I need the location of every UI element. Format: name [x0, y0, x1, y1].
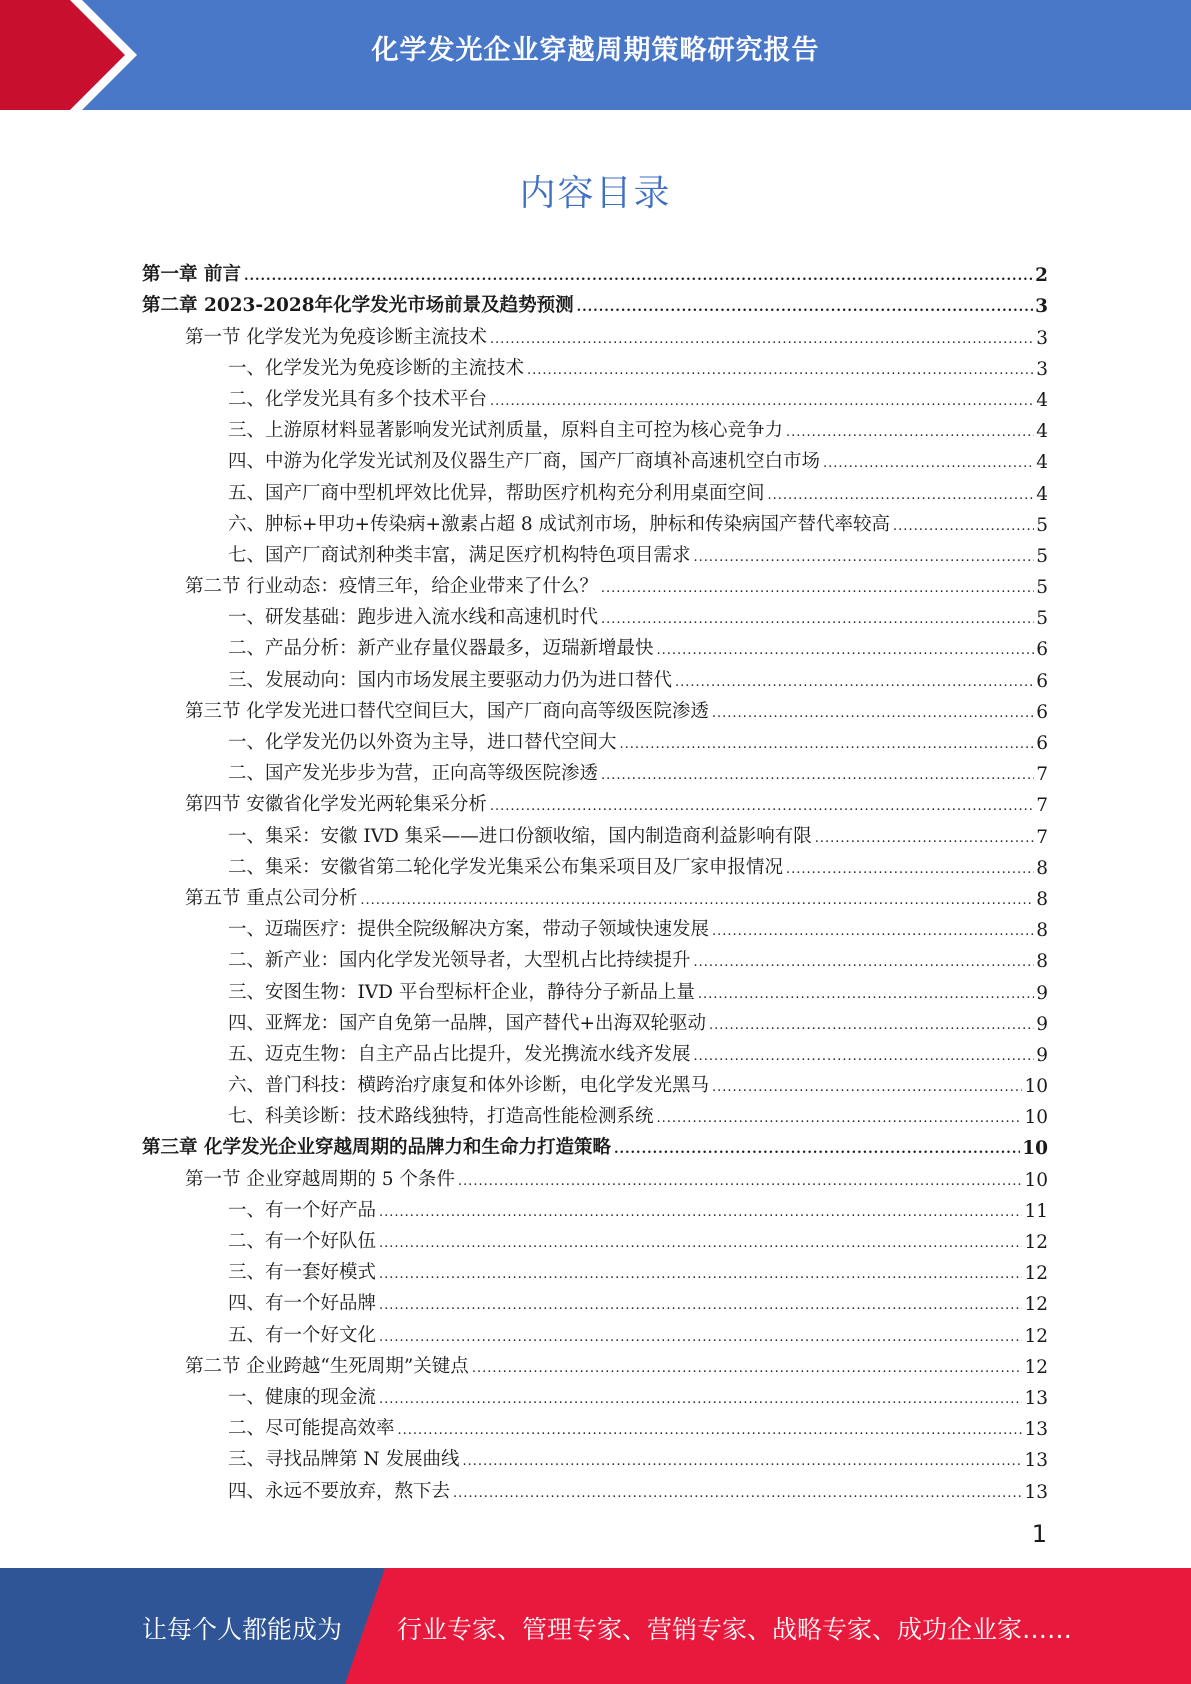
- toc-entry-page: 7: [1036, 795, 1048, 817]
- toc-dot-leader: [490, 330, 1034, 349]
- toc-dot-leader: [712, 704, 1034, 723]
- report-header: [0, 0, 1191, 110]
- toc-entry[interactable]: [142, 692, 1048, 723]
- toc-entry-page: 13: [1024, 1450, 1048, 1472]
- toc-entry[interactable]: [142, 1191, 1048, 1222]
- toc-entry[interactable]: [142, 723, 1048, 754]
- toc-dot-leader: [601, 766, 1034, 785]
- toc-entry[interactable]: [142, 1066, 1048, 1097]
- table-of-contents: [142, 255, 1048, 1503]
- toc-entry[interactable]: [142, 1284, 1048, 1315]
- toc-entry-label: 五、国产厂商中型机坪效比优异，帮助医疗机构充分利用桌面空间: [228, 482, 765, 504]
- toc-dot-leader: [709, 1016, 1034, 1035]
- toc-entry-label: 第二章 2023-2028年化学发光市场前景及趋势预测: [142, 295, 574, 317]
- toc-dot-leader: [379, 1328, 1022, 1347]
- toc-entry-label: 四、有一个好品牌: [228, 1293, 377, 1315]
- toc-entry[interactable]: [142, 1253, 1048, 1284]
- toc-entry[interactable]: [142, 1128, 1048, 1159]
- toc-dot-leader: [694, 1047, 1035, 1066]
- toc-entry-page: 12: [1024, 1232, 1048, 1253]
- toc-entry[interactable]: [142, 754, 1048, 785]
- toc-entry-label: 二、集采：安徽省第二轮化学发光集采公布集采项目及厂家申报情况: [228, 856, 784, 878]
- toc-entry-label: 三、安图生物：IVD 平台型标杆企业，静待分子新品上量: [228, 981, 695, 1003]
- toc-dot-leader: [786, 860, 1034, 879]
- toc-dot-leader: [379, 1296, 1022, 1315]
- toc-dot-leader: [675, 673, 1034, 692]
- toc-entry[interactable]: [142, 567, 1048, 598]
- toc-entry-page: 3: [1036, 358, 1048, 380]
- toc-entry-page: 8: [1036, 857, 1048, 879]
- toc-entry-page: 9: [1036, 1044, 1048, 1066]
- toc-entry[interactable]: [142, 785, 1048, 816]
- toc-entry[interactable]: [142, 660, 1048, 691]
- toc-entry-label: 七、科美诊断：技术路线独特，打造高性能检测系统: [228, 1106, 654, 1128]
- toc-dot-leader: [620, 735, 1035, 754]
- toc-dot-leader: [712, 922, 1034, 941]
- toc-entry[interactable]: [142, 255, 1048, 286]
- toc-dot-leader: [657, 641, 1035, 660]
- toc-entry[interactable]: [142, 473, 1048, 504]
- toc-entry-label: 一、研发基础：跑步进入流水线和高速机时代: [228, 607, 599, 629]
- toc-entry-page: 7: [1036, 764, 1048, 786]
- toc-dot-leader: [379, 1390, 1022, 1409]
- toc-dot-leader: [768, 486, 1035, 505]
- toc-dot-leader: [601, 579, 1034, 598]
- toc-entry[interactable]: [142, 1315, 1048, 1346]
- toc-dot-leader: [453, 1484, 1022, 1503]
- toc-entry-label: 四、永远不要放弃，熬下去: [228, 1480, 451, 1502]
- footer-slogan-right: 行业专家、管理专家、营销专家、战略专家、成功企业家……: [397, 1615, 1073, 1644]
- toc-entry-page: 13: [1024, 1387, 1048, 1409]
- toc-dot-leader: [379, 1265, 1022, 1284]
- toc-entry-page: 5: [1036, 577, 1048, 599]
- toc-entry[interactable]: [142, 848, 1048, 879]
- toc-dot-leader: [698, 985, 1034, 1004]
- toc-heading: 内容目录: [519, 173, 672, 214]
- toc-entry-page: 12: [1024, 1356, 1048, 1378]
- toc-entry-page: 2: [1035, 265, 1048, 287]
- toc-entry-page: 5: [1036, 608, 1048, 630]
- toc-entry[interactable]: [142, 1471, 1048, 1502]
- toc-entry-label: 五、有一个好文化: [228, 1324, 377, 1346]
- toc-entry-label: 六、普门科技：横跨治疗康复和体外诊断，电化学发光黑马: [228, 1075, 710, 1097]
- toc-entry[interactable]: [142, 1159, 1048, 1190]
- toc-dot-leader: [360, 891, 1034, 910]
- toc-entry-label: 一、集采：安徽 IVD 集采——进口份额收缩，国内制造商利益影响有限: [228, 825, 812, 847]
- toc-entry-page: 4: [1036, 421, 1048, 443]
- report-title: 化学发光企业穿越周期策略研究报告: [371, 35, 820, 66]
- toc-entry[interactable]: [142, 442, 1048, 473]
- toc-entry-label: 第三章 化学发光企业穿越周期的品牌力和生命力打造策略: [142, 1137, 611, 1159]
- toc-entry-label: 一、有一个好产品: [228, 1199, 377, 1221]
- toc-entry-label: 第二节 行业动态：疫情三年，给企业带来了什么？: [185, 576, 598, 598]
- toc-entry-page: 8: [1036, 888, 1048, 910]
- toc-dot-leader: [244, 267, 1033, 286]
- toc-entry-page: 8: [1036, 920, 1048, 942]
- toc-entry-label: 七、国产厂商试剂种类丰富，满足医疗机构特色项目需求: [228, 544, 691, 566]
- toc-entry-page: 6: [1036, 670, 1048, 692]
- footer-banner: [0, 1568, 1191, 1684]
- toc-entry-page: 7: [1036, 826, 1048, 848]
- toc-entry[interactable]: [142, 910, 1048, 941]
- toc-entry-page: 6: [1036, 639, 1048, 661]
- toc-entry-label: 第一章 前言: [142, 264, 241, 286]
- toc-dot-leader: [694, 953, 1035, 972]
- toc-entry-label: 二、化学发光具有多个技术平台: [228, 388, 488, 410]
- toc-dot-leader: [823, 454, 1034, 473]
- toc-entry-page: 10: [1024, 1107, 1048, 1129]
- toc-entry-page: 5: [1036, 514, 1048, 536]
- toc-dot-leader: [694, 548, 1035, 567]
- toc-dot-leader: [657, 1109, 1023, 1128]
- toc-entry-page: 4: [1036, 389, 1048, 411]
- page-number: 1: [1031, 1520, 1047, 1548]
- toc-dot-leader: [490, 797, 1034, 816]
- toc-dot-leader: [398, 1421, 1023, 1440]
- toc-entry[interactable]: [142, 941, 1048, 972]
- toc-entry[interactable]: [142, 349, 1048, 380]
- toc-entry-label: 二、有一个好队伍: [228, 1231, 377, 1252]
- toc-entry-label: 二、尽可能提高效率: [228, 1418, 395, 1440]
- toc-entry-page: 10: [1022, 1138, 1048, 1160]
- toc-entry-label: 四、中游为化学发光试剂及仪器生产厂商，国产厂商填补高速机空白市场: [228, 451, 821, 473]
- toc-entry[interactable]: [142, 598, 1048, 629]
- toc-entry-page: 6: [1036, 733, 1048, 754]
- toc-entry[interactable]: [142, 1004, 1048, 1035]
- toc-entry-label: 第一节 企业穿越周期的 5 个条件: [185, 1168, 455, 1190]
- toc-entry[interactable]: [142, 1097, 1048, 1128]
- toc-entry-page: 9: [1036, 1013, 1048, 1035]
- toc-entry-page: 6: [1036, 701, 1048, 723]
- toc-entry[interactable]: [142, 411, 1048, 442]
- toc-entry-label: 三、发展动向：国内市场发展主要驱动力仍为进口替代: [228, 669, 673, 691]
- toc-entry-label: 第五节 重点公司分析: [185, 887, 358, 909]
- toc-entry-label: 六、肿标+甲功+传染病+激素占超 8 成试剂市场，肿标和传染病国产替代率较高: [228, 513, 891, 535]
- toc-entry[interactable]: [142, 972, 1048, 1003]
- toc-dot-leader: [379, 1234, 1022, 1253]
- toc-entry-page: 8: [1036, 951, 1048, 973]
- footer-slogan-left: 让每个人都能成为: [142, 1615, 343, 1644]
- toc-entry[interactable]: [142, 536, 1048, 567]
- toc-entry-page: 5: [1036, 545, 1048, 567]
- toc-entry-label: 四、亚辉龙：国产自免第一品牌，国产替代+出海双轮驱动: [228, 1012, 707, 1034]
- toc-dot-leader: [379, 1203, 1022, 1222]
- toc-entry[interactable]: [142, 1440, 1048, 1471]
- toc-entry[interactable]: [142, 380, 1048, 411]
- toc-entry-label: 二、国产发光步步为营，正向高等级医院渗透: [228, 763, 599, 785]
- toc-entry-page: 12: [1024, 1263, 1048, 1285]
- toc-entry-page: 3: [1035, 296, 1048, 318]
- toc-dot-leader: [458, 1172, 1023, 1191]
- toc-entry-label: 二、新产业：国内化学发光领导者，大型机占比持续提升: [228, 950, 691, 972]
- toc-entry[interactable]: [142, 317, 1048, 348]
- toc-entry-label: 第四节 安徽省化学发光两轮集采分析: [185, 794, 487, 816]
- toc-dot-leader: [786, 423, 1034, 442]
- toc-entry[interactable]: [142, 879, 1048, 910]
- toc-entry-label: 一、健康的现金流: [228, 1386, 377, 1408]
- toc-dot-leader: [601, 610, 1034, 629]
- toc-entry-label: 第二节 企业跨越“生死周期”关键点: [185, 1355, 469, 1377]
- toc-entry-page: 4: [1036, 452, 1048, 474]
- toc-entry-label: 二、产品分析：新产业存量仪器最多，迈瑞新增最快: [228, 638, 654, 660]
- toc-entry[interactable]: [142, 286, 1048, 317]
- toc-entry-page: 12: [1024, 1325, 1048, 1347]
- toc-entry-page: 10: [1024, 1076, 1048, 1098]
- toc-entry-page: 13: [1024, 1419, 1048, 1441]
- toc-entry-label: 一、化学发光为免疫诊断的主流技术: [228, 357, 525, 379]
- toc-dot-leader: [712, 1078, 1022, 1097]
- toc-entry-label: 一、迈瑞医疗：提供全院级解决方案，带动子领域快速发展: [228, 919, 710, 941]
- toc-entry-label: 第一节 化学发光为免疫诊断主流技术: [185, 326, 487, 348]
- toc-dot-leader: [490, 392, 1034, 411]
- toc-entry[interactable]: [142, 1222, 1048, 1253]
- toc-entry[interactable]: [142, 1347, 1048, 1378]
- toc-dot-leader: [527, 361, 1034, 380]
- toc-dot-leader: [614, 1140, 1020, 1159]
- toc-entry[interactable]: [142, 629, 1048, 660]
- toc-dot-leader: [472, 1359, 1023, 1378]
- toc-entry-label: 五、迈克生物：自主产品占比提升，发光携流水线齐发展: [228, 1043, 691, 1065]
- toc-entry[interactable]: [142, 1378, 1048, 1409]
- toc-dot-leader: [815, 829, 1034, 848]
- toc-entry-page: 12: [1024, 1294, 1048, 1316]
- toc-entry-label: 三、上游原材料显著影响发光试剂质量，原料自主可控为核心竞争力: [228, 420, 784, 442]
- toc-entry[interactable]: [142, 1409, 1048, 1440]
- toc-entry[interactable]: [142, 816, 1048, 847]
- toc-dot-leader: [462, 1452, 1022, 1471]
- toc-dot-leader: [577, 298, 1034, 317]
- toc-entry-page: 9: [1036, 982, 1048, 1004]
- toc-entry-label: 第三节 化学发光进口替代空间巨大，国产厂商向高等级医院渗透: [185, 700, 709, 722]
- toc-entry-page: 11: [1024, 1200, 1048, 1222]
- toc-entry-page: 3: [1036, 327, 1048, 349]
- toc-entry-page: 4: [1036, 483, 1048, 505]
- toc-entry-label: 三、寻找品牌第 N 发展曲线: [228, 1449, 460, 1471]
- toc-entry[interactable]: [142, 505, 1048, 536]
- toc-entry-page: 10: [1024, 1169, 1048, 1191]
- toc-dot-leader: [893, 517, 1034, 536]
- toc-entry-label: 三、有一套好模式: [228, 1262, 377, 1284]
- toc-entry[interactable]: [142, 1035, 1048, 1066]
- toc-entry-label: 一、化学发光仍以外资为主导，进口替代空间大: [228, 732, 617, 753]
- toc-entry-page: 13: [1024, 1481, 1048, 1503]
